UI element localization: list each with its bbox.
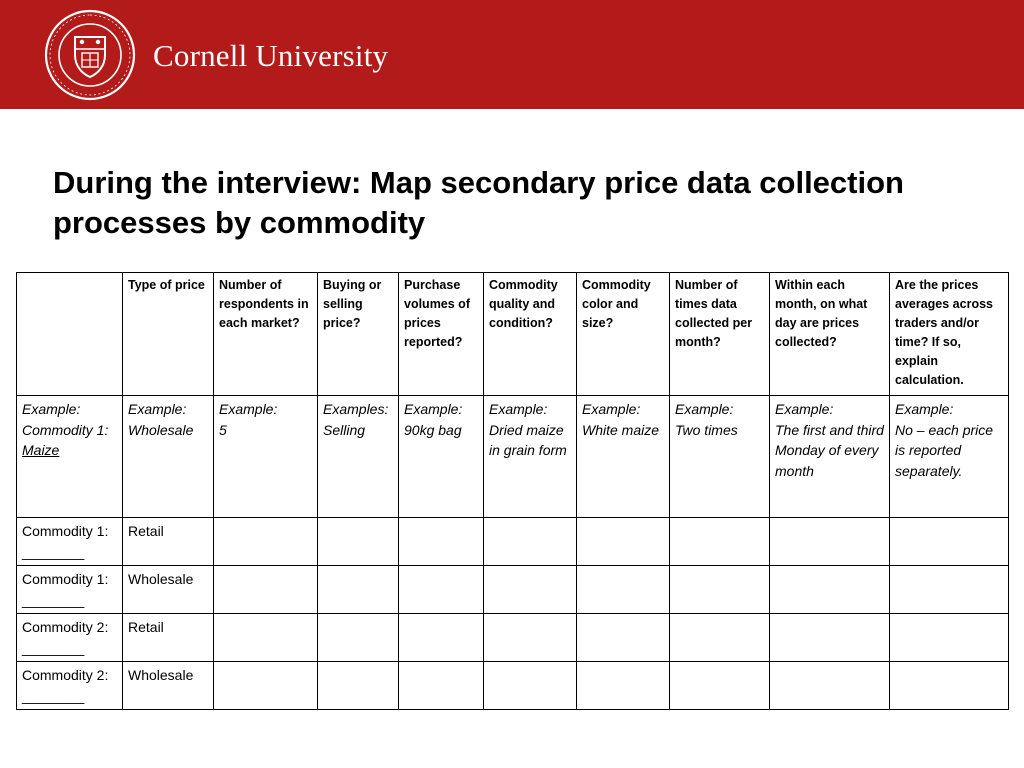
column-header: Number of times data collected per month? xyxy=(670,273,770,396)
empty-cell[interactable] xyxy=(318,518,399,566)
empty-cell[interactable] xyxy=(318,662,399,710)
empty-cell[interactable] xyxy=(484,662,577,710)
empty-cell[interactable] xyxy=(318,614,399,662)
empty-cell[interactable] xyxy=(577,662,670,710)
table-cell xyxy=(577,396,670,518)
empty-cell[interactable] xyxy=(577,518,670,566)
cell-text-underlined: Maize xyxy=(22,442,60,458)
cell-text: The first and third Monday of every month xyxy=(775,421,884,479)
price-type-cell: Wholesale xyxy=(123,662,214,710)
empty-cell[interactable] xyxy=(214,614,318,662)
empty-cell[interactable] xyxy=(770,518,890,566)
table-row xyxy=(17,662,1009,710)
cell-text: No – each price is reported separately. xyxy=(895,421,994,479)
commodity-cell: Commodity 1: ________ xyxy=(17,518,123,566)
table-row xyxy=(17,614,1009,662)
empty-cell[interactable] xyxy=(770,662,890,710)
empty-cell[interactable] xyxy=(890,518,1009,566)
column-header: Purchase volumes of prices reported? xyxy=(399,273,484,396)
column-header: Commodity color and size? xyxy=(577,273,670,396)
empty-cell[interactable] xyxy=(670,566,770,614)
cell-text: Example: Commodity 1: xyxy=(22,401,109,438)
cell-text: Two times xyxy=(675,421,738,438)
empty-cell[interactable] xyxy=(214,566,318,614)
table-cell xyxy=(399,396,484,518)
cell-label: Example: xyxy=(582,401,641,417)
empty-cell[interactable] xyxy=(577,614,670,662)
price-type-cell: Wholesale xyxy=(123,566,214,614)
empty-cell[interactable] xyxy=(770,566,890,614)
empty-cell[interactable] xyxy=(670,518,770,566)
cell-text: 90kg bag xyxy=(404,421,462,438)
column-header: Number of respondents in each market? xyxy=(214,273,318,396)
empty-cell[interactable] xyxy=(399,662,484,710)
table-cell xyxy=(123,396,214,518)
cell-label: Example: xyxy=(219,401,278,417)
table-cell xyxy=(214,396,318,518)
cornell-seal-icon xyxy=(44,9,136,101)
column-header: Within each month, on what day are prices collected? xyxy=(770,273,890,396)
cell-label: Example: xyxy=(895,401,954,417)
commodity-cell: Commodity 1: ________ xyxy=(17,566,123,614)
cell-text: Selling xyxy=(323,421,366,438)
cell-label: Example: xyxy=(775,401,834,417)
commodity-cell: Commodity 2: ________ xyxy=(17,662,123,710)
empty-cell[interactable] xyxy=(399,566,484,614)
empty-cell[interactable] xyxy=(670,662,770,710)
price-type-cell: Retail xyxy=(123,518,214,566)
empty-cell[interactable] xyxy=(214,518,318,566)
table-header-row xyxy=(17,273,1009,396)
table-row xyxy=(17,518,1009,566)
empty-cell[interactable] xyxy=(890,662,1009,710)
cell-label: Example: xyxy=(128,401,187,417)
table-cell xyxy=(770,396,890,518)
example-row xyxy=(17,396,1009,518)
table-row xyxy=(17,566,1009,614)
cell-text: White maize xyxy=(582,421,660,438)
table-cell xyxy=(318,396,399,518)
table-cell xyxy=(484,396,577,518)
empty-cell[interactable] xyxy=(890,566,1009,614)
column-header: Buying or selling price? xyxy=(318,273,399,396)
price-type-cell: Retail xyxy=(123,614,214,662)
empty-cell[interactable] xyxy=(214,662,318,710)
empty-cell[interactable] xyxy=(890,614,1009,662)
column-header: Type of price xyxy=(123,273,214,396)
brand-wordmark[interactable]: Cornell University xyxy=(153,38,389,73)
column-header: Commodity quality and condition? xyxy=(484,273,577,396)
cell-text: 5 xyxy=(219,421,227,438)
header-banner xyxy=(0,0,1024,109)
cell-label: Example: xyxy=(489,401,548,417)
cell-label: Example: xyxy=(404,401,463,417)
empty-cell[interactable] xyxy=(399,518,484,566)
table-cell xyxy=(670,396,770,518)
empty-cell[interactable] xyxy=(484,614,577,662)
empty-cell[interactable] xyxy=(670,614,770,662)
commodity-cell: Commodity 2: ________ xyxy=(17,614,123,662)
cell-label: Example: xyxy=(675,401,734,417)
empty-cell[interactable] xyxy=(484,518,577,566)
slide-title: During the interview: Map secondary price data collection processes by commodity xyxy=(53,165,904,240)
cell-text: Dried maize in grain form xyxy=(489,421,567,458)
table-cell xyxy=(890,396,1009,518)
column-header xyxy=(17,273,123,396)
cell-text: Wholesale xyxy=(128,421,194,438)
empty-cell[interactable] xyxy=(577,566,670,614)
cell-label: Examples: xyxy=(323,401,389,417)
column-header: Are the prices averages across traders and/or time? If so, explain calculation. xyxy=(890,273,1009,396)
table-cell xyxy=(17,396,123,518)
empty-cell[interactable] xyxy=(318,566,399,614)
empty-cell[interactable] xyxy=(770,614,890,662)
price-data-table xyxy=(16,272,1009,710)
empty-cell[interactable] xyxy=(484,566,577,614)
empty-cell[interactable] xyxy=(399,614,484,662)
